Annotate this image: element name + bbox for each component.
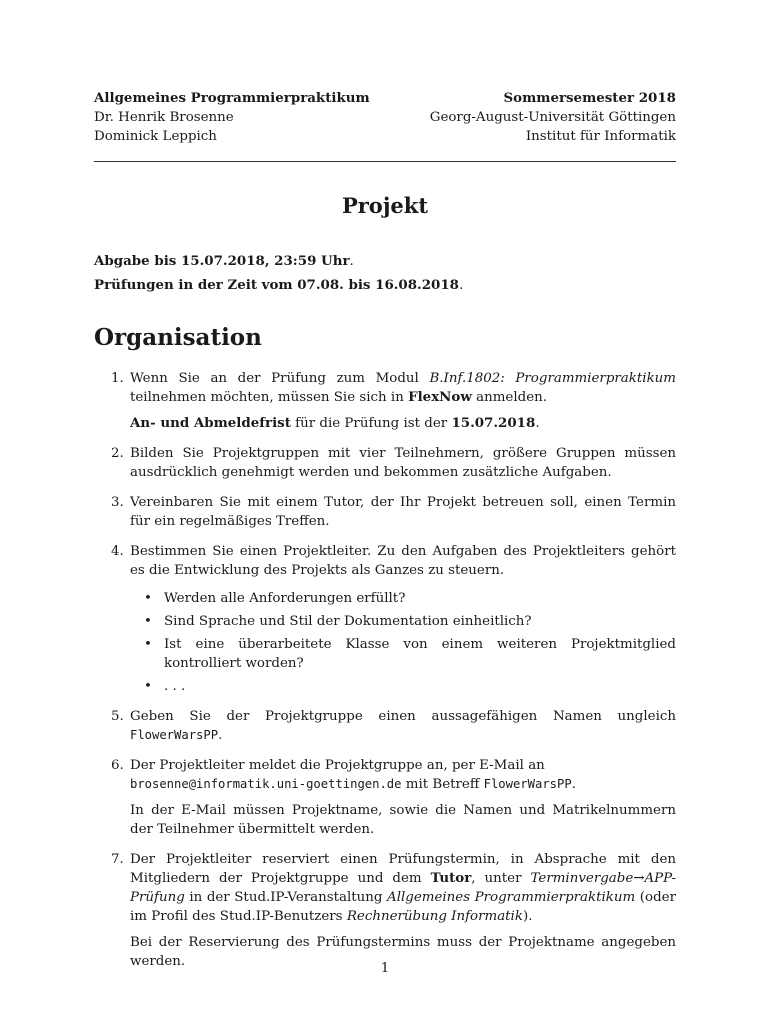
text-run: Geben Sie der Projektgruppe einen aussagefähigen Namen ungleich	[130, 709, 676, 724]
item-2-text: Bilden Sie Projektgruppen mit vier Teilnehmern, größere Gruppen müssen ausdrücklich genehmigt werden und bekommen zusätzliche Aufgaben.	[130, 446, 676, 480]
page-title: Projekt	[341, 193, 429, 218]
item-number: 5.	[111, 709, 124, 724]
text-run: für die Prüfung ist der	[290, 416, 452, 431]
menu-path: Terminvergabe→APP-Prüfung	[130, 871, 676, 905]
assistant-name: Dominick Leppich	[94, 129, 217, 144]
item-6-paragraph-1	[130, 756, 676, 794]
lecturer-name: Dr. Henrik Brosenne	[94, 110, 234, 125]
item-1-paragraph-2	[130, 414, 676, 433]
bullet-text: Ist eine überarbeitete Klasse von einem weiteren Projektmitglied kontrolliert worden?	[164, 637, 676, 671]
registration-deadline-date: 15.07.2018	[451, 415, 536, 431]
page-number: 1	[380, 961, 390, 976]
submission-deadline-text: Abgabe bis 15.07.2018, 23:59 Uhr	[94, 253, 350, 269]
item-6-paragraph-2: In der E-Mail müssen Projektname, sowie die Namen und Matrikelnummern der Teilnehmer übermittelt werden.	[130, 803, 676, 837]
text-run: .	[535, 416, 540, 431]
text-run: Der Projektleiter reserviert einen Prüfungstermin, in Absprache mit den Mitgliedern der Projektgruppe und dem	[130, 852, 676, 886]
text-run: .	[571, 777, 576, 792]
institute: Institut für Informatik	[525, 129, 676, 144]
email-address: brosenne@informatik.uni-goettingen.de	[130, 777, 402, 791]
list-item-1	[94, 369, 676, 433]
flexnow-term: FlexNow	[408, 389, 472, 405]
text-run: in der Stud.IP-Veranstaltung	[184, 890, 388, 905]
text-run: .	[218, 728, 223, 743]
bullet-text: Werden alle Anforderungen erfüllt?	[164, 591, 406, 606]
bullet-text: Sind Sprache und Stil der Dokumentation einheitlich?	[164, 614, 532, 629]
header-rule	[94, 161, 676, 162]
course-name: Allgemeines Programmierpraktikum	[94, 90, 370, 106]
item-7-paragraph-2: Bei der Reservierung des Prüfungstermins muss der Projektname angegeben werden.	[130, 935, 676, 969]
list-item-7	[94, 850, 676, 971]
registration-deadline-term: An- und Abmeldefrist	[130, 415, 291, 431]
list-item-3	[94, 493, 676, 531]
list-item-2	[94, 444, 676, 482]
item-7-paragraph-1	[130, 850, 676, 926]
submission-deadline-end: .	[349, 254, 354, 269]
item-number: 2.	[111, 446, 124, 461]
list-item-6	[94, 756, 676, 839]
module-name: B.Inf.1802: Programmierpraktikum	[429, 371, 677, 386]
organisation-list	[94, 369, 676, 982]
text-run: (oder im Profil des Stud.IP-Benutzers	[130, 890, 676, 924]
bullet-text: . . .	[164, 679, 186, 694]
text-run: Der Projektleiter meldet die Projektgruppe an, per E-Mail an	[130, 758, 545, 773]
item-number: 6.	[111, 758, 124, 773]
header-left	[94, 89, 414, 146]
bullet-item	[130, 612, 676, 631]
bullet-item	[130, 635, 676, 673]
item-3-text: Vereinbaren Sie mit einem Tutor, der Ihr Projekt betreuen soll, einen Termin für ein regelmäßiges Treffen.	[130, 495, 676, 529]
item-4-text: Bestimmen Sie einen Projektleiter. Zu den Aufgaben des Projektleiters gehört es die Entwicklung des Projekts als Ganzes zu steuern.	[130, 544, 676, 578]
bullet-item	[130, 589, 676, 608]
user-name-italic: Rechnerübung Informatik	[346, 909, 523, 924]
list-item-4	[94, 542, 676, 696]
project-code-name: FlowerWarsPP	[130, 728, 219, 742]
bullet-icon: •	[144, 591, 152, 606]
semester: Sommersemester 2018	[503, 90, 676, 106]
exam-period-text: Prüfungen in der Zeit vom 07.08. bis 16.08.2018	[94, 277, 459, 293]
item-1-paragraph-1	[130, 369, 676, 407]
exam-period	[94, 276, 676, 295]
text-run: Wenn Sie an der Prüfung zum Modul	[130, 371, 430, 386]
item-number: 3.	[111, 495, 124, 510]
text-run: ).	[522, 909, 533, 924]
text-run: mit Betreff	[401, 777, 484, 792]
text-run: , unter	[471, 871, 531, 886]
header-right	[376, 89, 676, 146]
bullet-list	[130, 589, 676, 696]
bullet-icon: •	[144, 637, 152, 652]
university: Georg-August-Universität Göttingen	[429, 110, 676, 125]
tutor-term: Tutor	[430, 870, 472, 886]
email-subject: FlowerWarsPP	[483, 777, 572, 791]
bullet-item	[130, 677, 676, 696]
text-run: anmelden.	[471, 390, 548, 405]
list-item-5	[94, 707, 676, 745]
course-title-italic: Allgemeines Programmierpraktikum	[387, 890, 636, 905]
bullet-icon: •	[144, 614, 152, 629]
item-5-text	[130, 707, 676, 745]
bullet-icon: •	[144, 679, 152, 694]
text-run: teilnehmen möchten, müssen Sie sich in	[130, 390, 409, 405]
item-number: 4.	[111, 544, 124, 559]
item-number: 1.	[111, 371, 124, 386]
submission-deadline	[94, 252, 676, 271]
exam-period-end: .	[459, 278, 464, 293]
section-title: Organisation	[94, 324, 262, 351]
item-number: 7.	[111, 852, 124, 867]
